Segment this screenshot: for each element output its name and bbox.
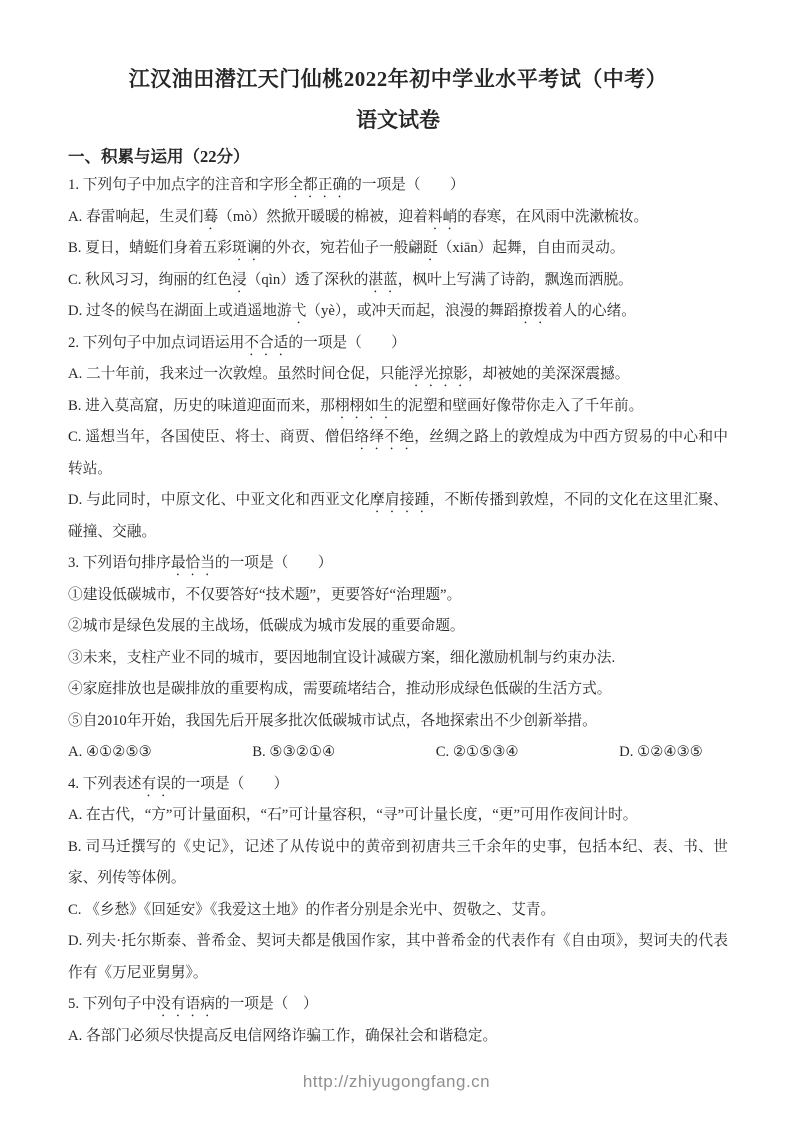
section-heading: 一、积累与运用（22分）: [68, 147, 250, 166]
question-stem: 3. 下列语句排序最恰当的一项是（ ）: [68, 555, 333, 571]
choices-row: [68, 737, 728, 769]
question-stem: 4. 下列表述有误的一项是（ ）: [68, 775, 289, 792]
page-content: [68, 64, 728, 1052]
option-line: D. 过冬的候鸟在湖面上或逍遥地游弋（yè），或冲天而起，浪漫的舞蹈撩拨着人的心绪。: [68, 303, 636, 319]
choice: D. ①②④③⑤: [619, 744, 703, 760]
option-line: C. 秋风习习，绚丽的红色浸（qìn）透了深秋的湛蓝，枫叶上写满了诗韵，飘逸而洒脱。: [68, 271, 633, 288]
question-stem: 2. 下列句子中加点词语运用不合适的一项是（ ）: [68, 334, 406, 351]
question-stem: 1. 下列句子中加点字的注音和字形全都正确的一项是（ ）: [68, 177, 465, 193]
question-stem: 5. 下列句子中没有语病的一项是（ ）: [68, 996, 318, 1012]
option-line: A. 各部门必须尽快提高反电信网络诈骗工作，确保社会和谐稳定。: [68, 1027, 498, 1044]
list-item-line: ②城市是绿色发展的主战场，低碳成为城市发展的重要命题。: [68, 618, 465, 634]
question-5: [68, 989, 728, 1052]
list-item-line: ④家庭排放也是碳排放的重要构成，需要疏堵结合，推动形成绿色低碳的生活方式。: [68, 681, 612, 697]
list-item-line: ①建设低碳城市，不仅要答好“技术题”，更要答好“治理题”。: [68, 586, 462, 603]
option-line: C. 《乡愁》《回延安》《我爱这土地》的作者分别是余光中、贺敬之、艾青。: [68, 901, 556, 918]
page-subtitle: 语文试卷: [356, 108, 440, 132]
questions-list: [68, 170, 728, 1052]
page-title: 江汉油田潜江天门仙桃2022年初中学业水平考试（中考）: [128, 67, 668, 91]
choice: C. ②①⑤③④: [435, 744, 519, 760]
choice: B. ⑤③②①④: [252, 744, 336, 760]
option-line: A. 二十年前，我来过一次敦煌。虽然时间仓促，只能浮光掠影，却被她的美深深震撼。: [68, 366, 630, 382]
option-line: D. 列夫·托尔斯泰、普希金、契诃夫都是俄国作家，其中普希金的代表作有《自由项》，契诃夫的代表作有《万尼亚舅舅》。: [68, 933, 728, 981]
question-1: [68, 170, 728, 328]
option-line: B. 司马迁撰写的《史记》，记述了从传说中的黄帝到初唐共三千余年的史事，包括本纪、表、书、世家、列传等体例。: [68, 838, 728, 886]
option-line: B. 进入莫高窟，历史的味道迎面而来，那栩栩如生的泥塑和壁画好像带你走入了千年前。: [68, 397, 644, 414]
option-line: A. 春雷响起，生灵们蓦（mò）然掀开暖暖的棉被，迎着料峭的春寒，在风雨中洗漱梳妆。: [68, 208, 649, 225]
list-item-line: ⑤自2010年开始，我国先后开展多批次低碳城市试点，各地探索出不少创新举措。: [68, 712, 597, 729]
footer-url: http://zhiyugongfang.cn: [302, 1072, 491, 1091]
list-item-line: ③未来，支柱产业不同的城市，要因地制宜设计减碳方案，细化激励机制与约束办法.: [68, 649, 616, 666]
question-3: [68, 548, 728, 769]
option-line: B. 夏日，蜻蜓们身着五彩斑谰的外衣，宛若仙子一般翩跹（xiān）起舞，自由而灵动。: [68, 240, 625, 256]
question-4: [68, 769, 728, 990]
option-line: A. 在古代，“方”可计量面积，“石”可计量容积，“寻”可计量长度，“更”可用作夜间计时。: [68, 807, 638, 823]
question-2: [68, 328, 728, 549]
option-line: D. 与此同时，中原文化、中亚文化和西亚文化摩肩接踵，不断传播到敦煌，不同的文化在这里汇聚、碰撞、交融。: [68, 492, 728, 540]
option-line: C. 遥想当年，各国使臣、将士、商贾、僧侣络绎不绝，丝绸之路上的敦煌成为中西方贸易的中心和中转站。: [68, 429, 728, 477]
choice: A. ④①②⑤③: [68, 744, 152, 760]
